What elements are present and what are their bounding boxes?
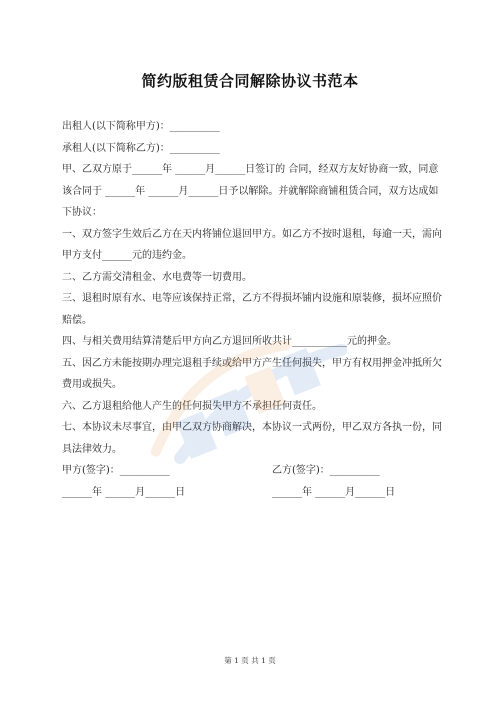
party-b-date: ______年 ______月______日 [272, 486, 396, 498]
clause-2: 二、乙方需交清租金、水电费等一切费用。 [62, 271, 252, 283]
party-a-signature: 甲方(签字)：__________ [62, 465, 170, 476]
intro-paragraph: 甲、乙双方原于______年 ______月______日签订的 合同，经双方友好协商一致，同意该合同于 ______年 ______月______日予以解除。并就解除商铺租赁合同，双方达成如下协议： [62, 164, 439, 218]
page-footer: 第 1 页 共 1 页 [224, 656, 276, 665]
clause-4: 四、与相关费用结算清楚后甲方向乙方退回所收共计___________元的押金。 [62, 336, 397, 347]
party-b-signature: 乙方(签字)：__________ [272, 465, 380, 476]
signature-date-row [62, 482, 442, 504]
clause-6: 六、乙方退租给他人产生的任何损失甲方不承担任何责任。 [62, 400, 322, 412]
signature-row [62, 460, 442, 482]
clause-7: 七、本协议未尽事宜，由甲乙双方协商解决，本协议一式两份，甲乙双方各执一份，同具法律效力。 [62, 422, 442, 455]
lessee-line: 承租人(以下简称乙方)：__________ [62, 142, 220, 154]
clause-1: 一、双方签字生效后乙方在天内将铺位退回甲方。如乙方不按时退租，每逾一天，需向甲方支付______元的违约金。 [62, 228, 442, 261]
clause-5: 五、因乙方未能按期办理完退租手续或给甲方产生任何损失，甲方有权用押金冲抵所欠费用或损失。 [62, 357, 442, 390]
document-body [62, 116, 442, 503]
party-a-date: ______年 ______月______日 [62, 486, 186, 498]
clause-3: 三、退租时原有水、电等应该保持正常，乙方不得损坏铺内设施和原装修，损坏应照价赔偿。 [62, 293, 442, 326]
document-title: 简约版租赁合同解除协议书范本 [141, 72, 359, 90]
lessor-line: 出租人(以下简称甲方)：__________ [62, 121, 220, 132]
